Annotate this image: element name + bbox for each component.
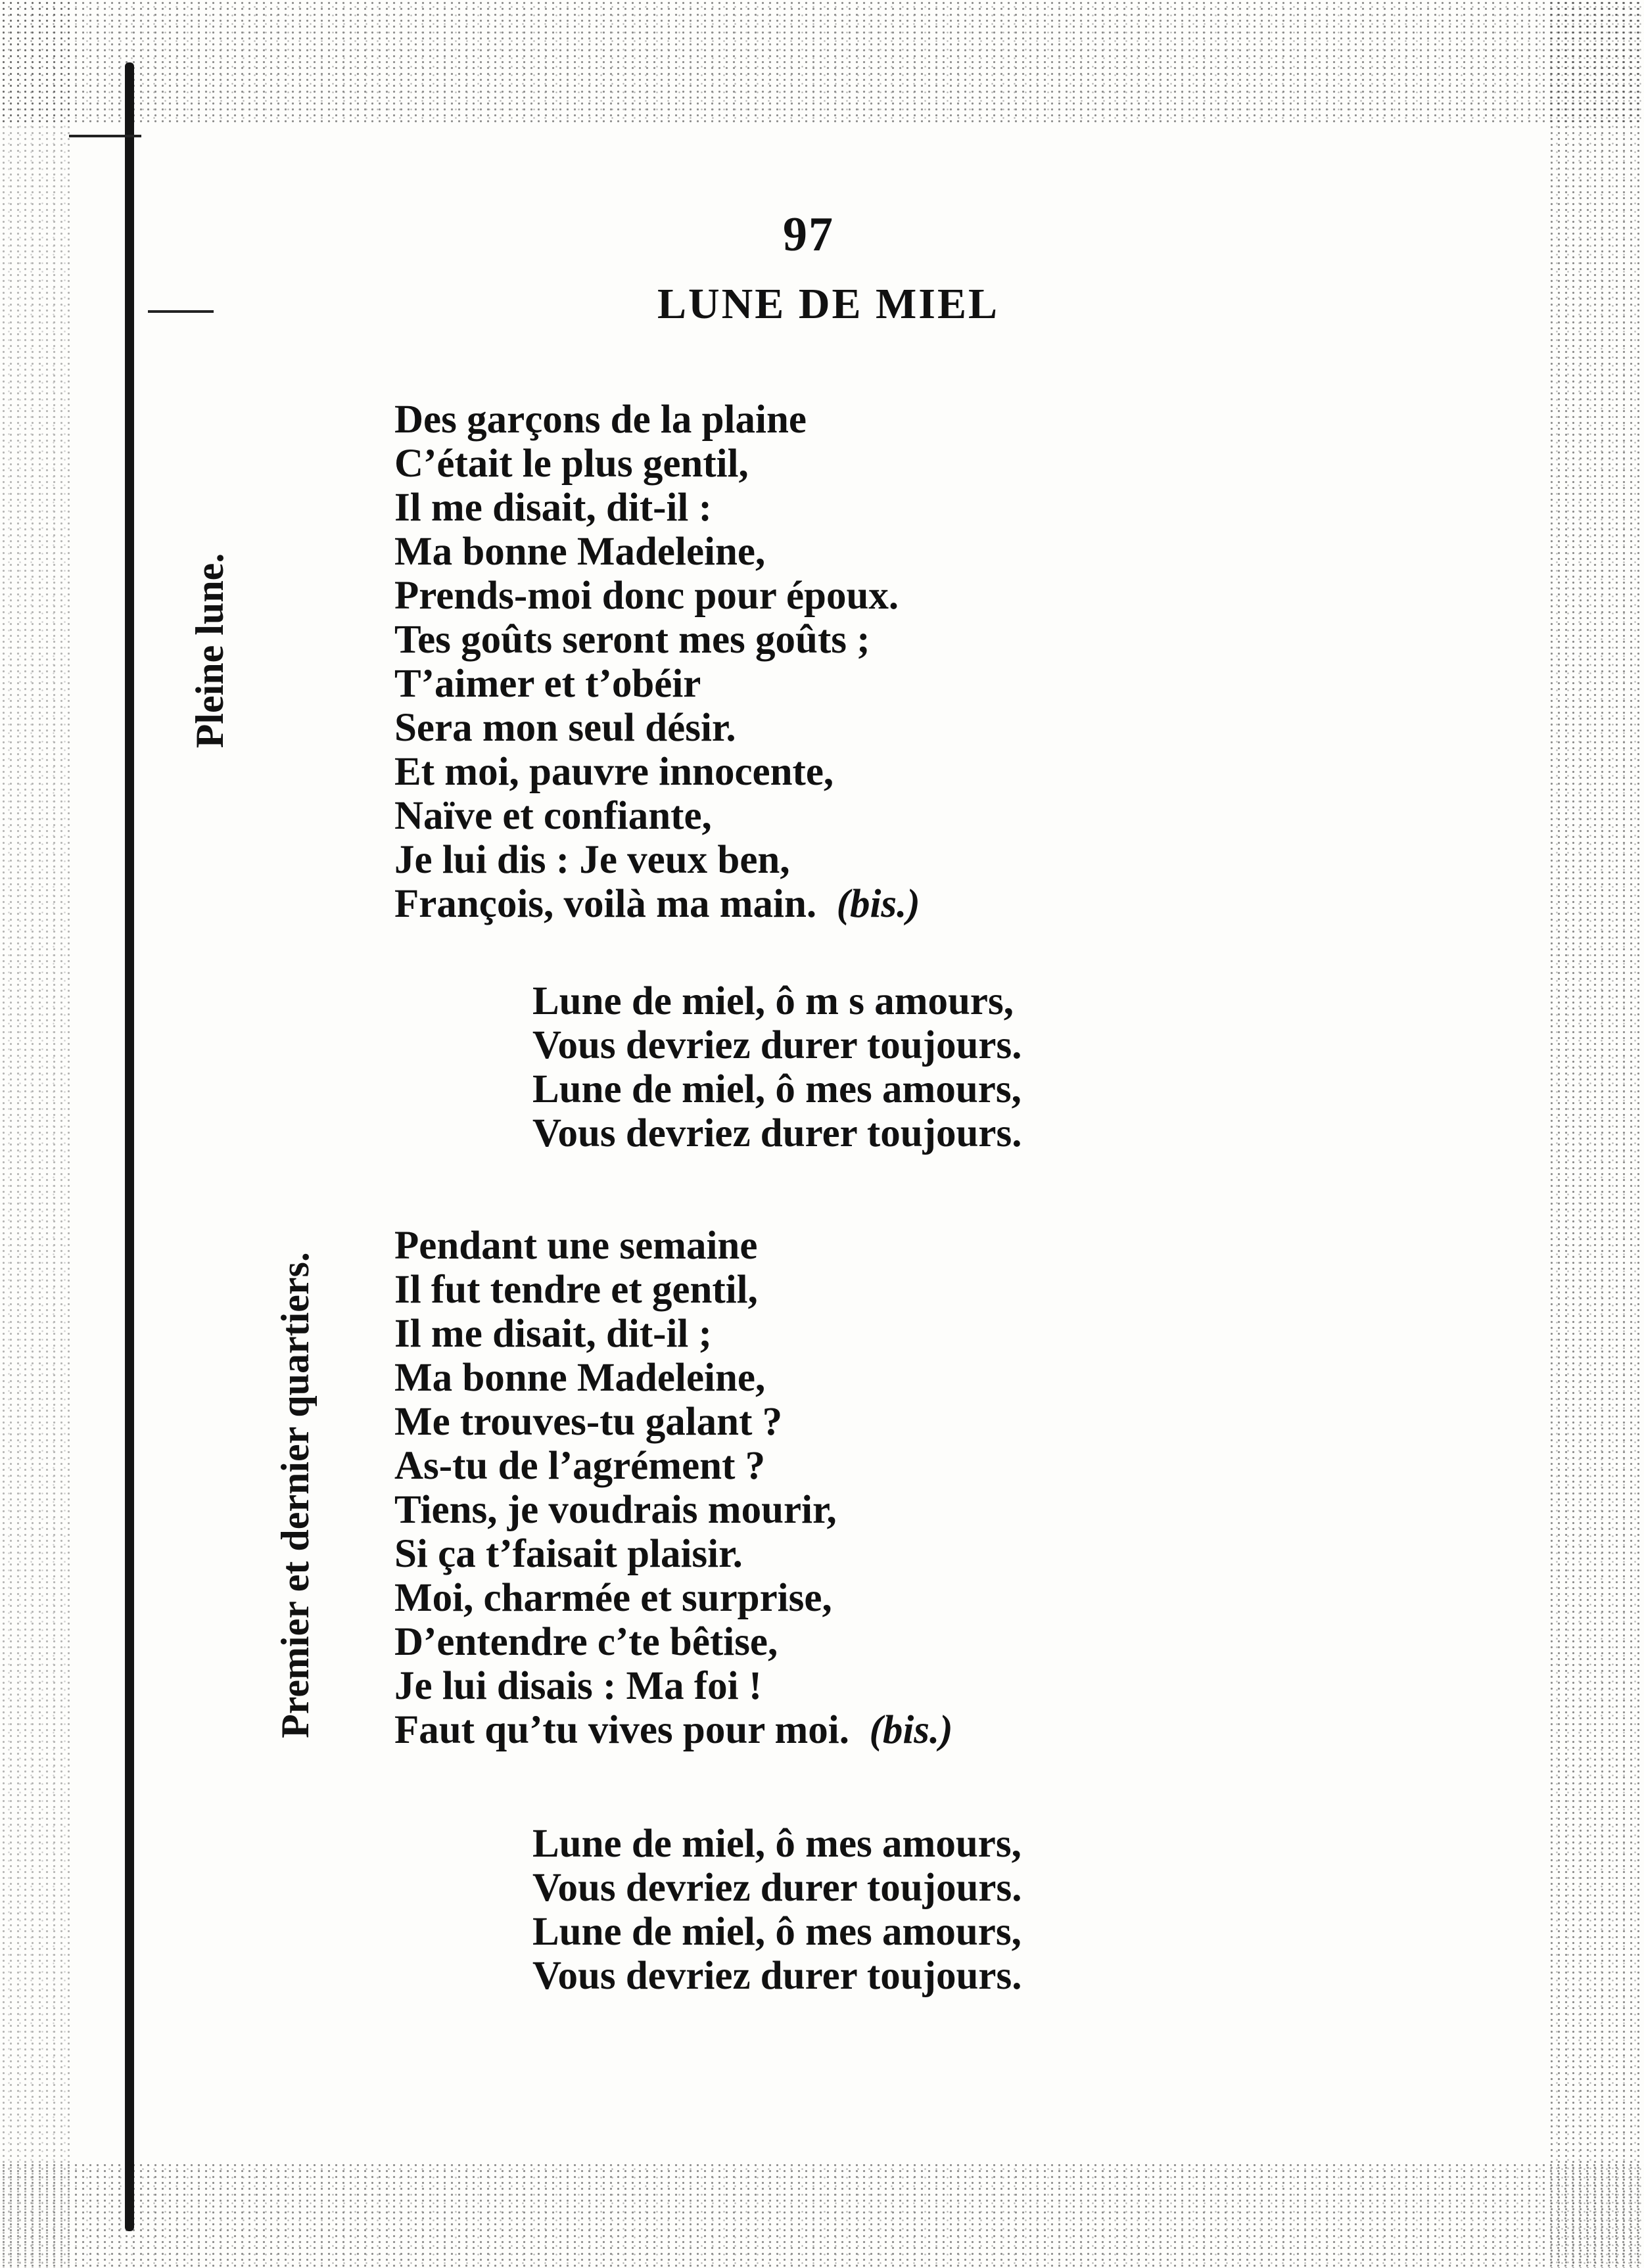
refrain-line: Vous devriez durer toujours. <box>532 1111 1022 1155</box>
binding-rule <box>125 62 134 2231</box>
scan-noise-top <box>0 0 1644 125</box>
verse-line: Pendant une semaine <box>394 1224 758 1268</box>
verse-line: T’aimer et t’obéir <box>394 662 701 706</box>
refrain-line: Lune de miel, ô mes amours, <box>532 1067 1022 1111</box>
scan-noise-right <box>1548 0 1644 2268</box>
margin-note-quarters: Premier et dernier quartiers. <box>273 1252 317 1738</box>
bis-marker: (bis.) <box>869 1708 953 1752</box>
verse-line: Tes goûts seront mes goûts ; <box>394 618 870 662</box>
refrain-line: Lune de miel, ô m s amours, <box>532 979 1014 1023</box>
refrain-2 <box>532 1822 1022 1998</box>
scan-noise-bottom <box>0 2162 1644 2268</box>
verse-line: Il fut tendre et gentil, <box>394 1268 758 1312</box>
page-number: 97 <box>783 208 834 262</box>
verse-line: Ma bonne Madeleine, <box>394 530 766 574</box>
page-title: LUNE DE MIEL <box>657 280 1000 328</box>
stanza-1 <box>394 398 920 926</box>
refrain-line: Lune de miel, ô mes amours, <box>532 1910 1022 1954</box>
verse-line: Je lui disais : Ma foi ! <box>394 1664 763 1708</box>
verse-line: Naïve et confiante, <box>394 794 712 838</box>
verse-text: Faut qu’tu vives pour moi. <box>394 1708 849 1752</box>
verse-line: Me trouves-tu galant ? <box>394 1400 783 1444</box>
verse-line: Tiens, je voudrais mourir, <box>394 1488 837 1532</box>
verse-line-last <box>394 882 920 926</box>
verse-line: C’était le plus gentil, <box>394 442 749 486</box>
verse-line: As-tu de l’agrément ? <box>394 1444 766 1488</box>
refrain-line: Lune de miel, ô mes amours, <box>532 1822 1022 1866</box>
verse-line: Moi, charmée et surprise, <box>394 1576 832 1620</box>
verse-text: François, voilà ma main. <box>394 882 817 926</box>
verse-line: Des garçons de la plaine <box>394 398 807 442</box>
verse-line: Il me disait, dit-il ; <box>394 1312 712 1356</box>
verse-line: Si ça t’faisait plaisir. <box>394 1532 743 1576</box>
verse-line: D’entendre c’te bêtise, <box>394 1620 778 1664</box>
margin-tick <box>69 135 141 137</box>
verse-line-last <box>394 1708 953 1752</box>
refrain-line: Vous devriez durer toujours. <box>532 1954 1022 1998</box>
refrain-line: Vous devriez durer toujours. <box>532 1866 1022 1910</box>
verse-line: Sera mon seul désir. <box>394 706 736 750</box>
scan-noise-left <box>0 0 72 2268</box>
stanza-2 <box>394 1224 953 1752</box>
verse-line: Ma bonne Madeleine, <box>394 1356 766 1400</box>
verse-line: Je lui dis : Je veux ben, <box>394 838 790 882</box>
verse-line: Il me disait, dit-il : <box>394 486 712 530</box>
margin-note-full-moon: Pleine lune. <box>188 553 231 749</box>
verse-line: Et moi, pauvre innocente, <box>394 750 834 794</box>
margin-tick <box>148 310 214 313</box>
refrain-line: Vous devriez durer toujours. <box>532 1023 1022 1067</box>
bis-marker: (bis.) <box>836 882 920 926</box>
refrain-1 <box>532 979 1022 1155</box>
verse-line: Prends-moi donc pour époux. <box>394 574 899 618</box>
